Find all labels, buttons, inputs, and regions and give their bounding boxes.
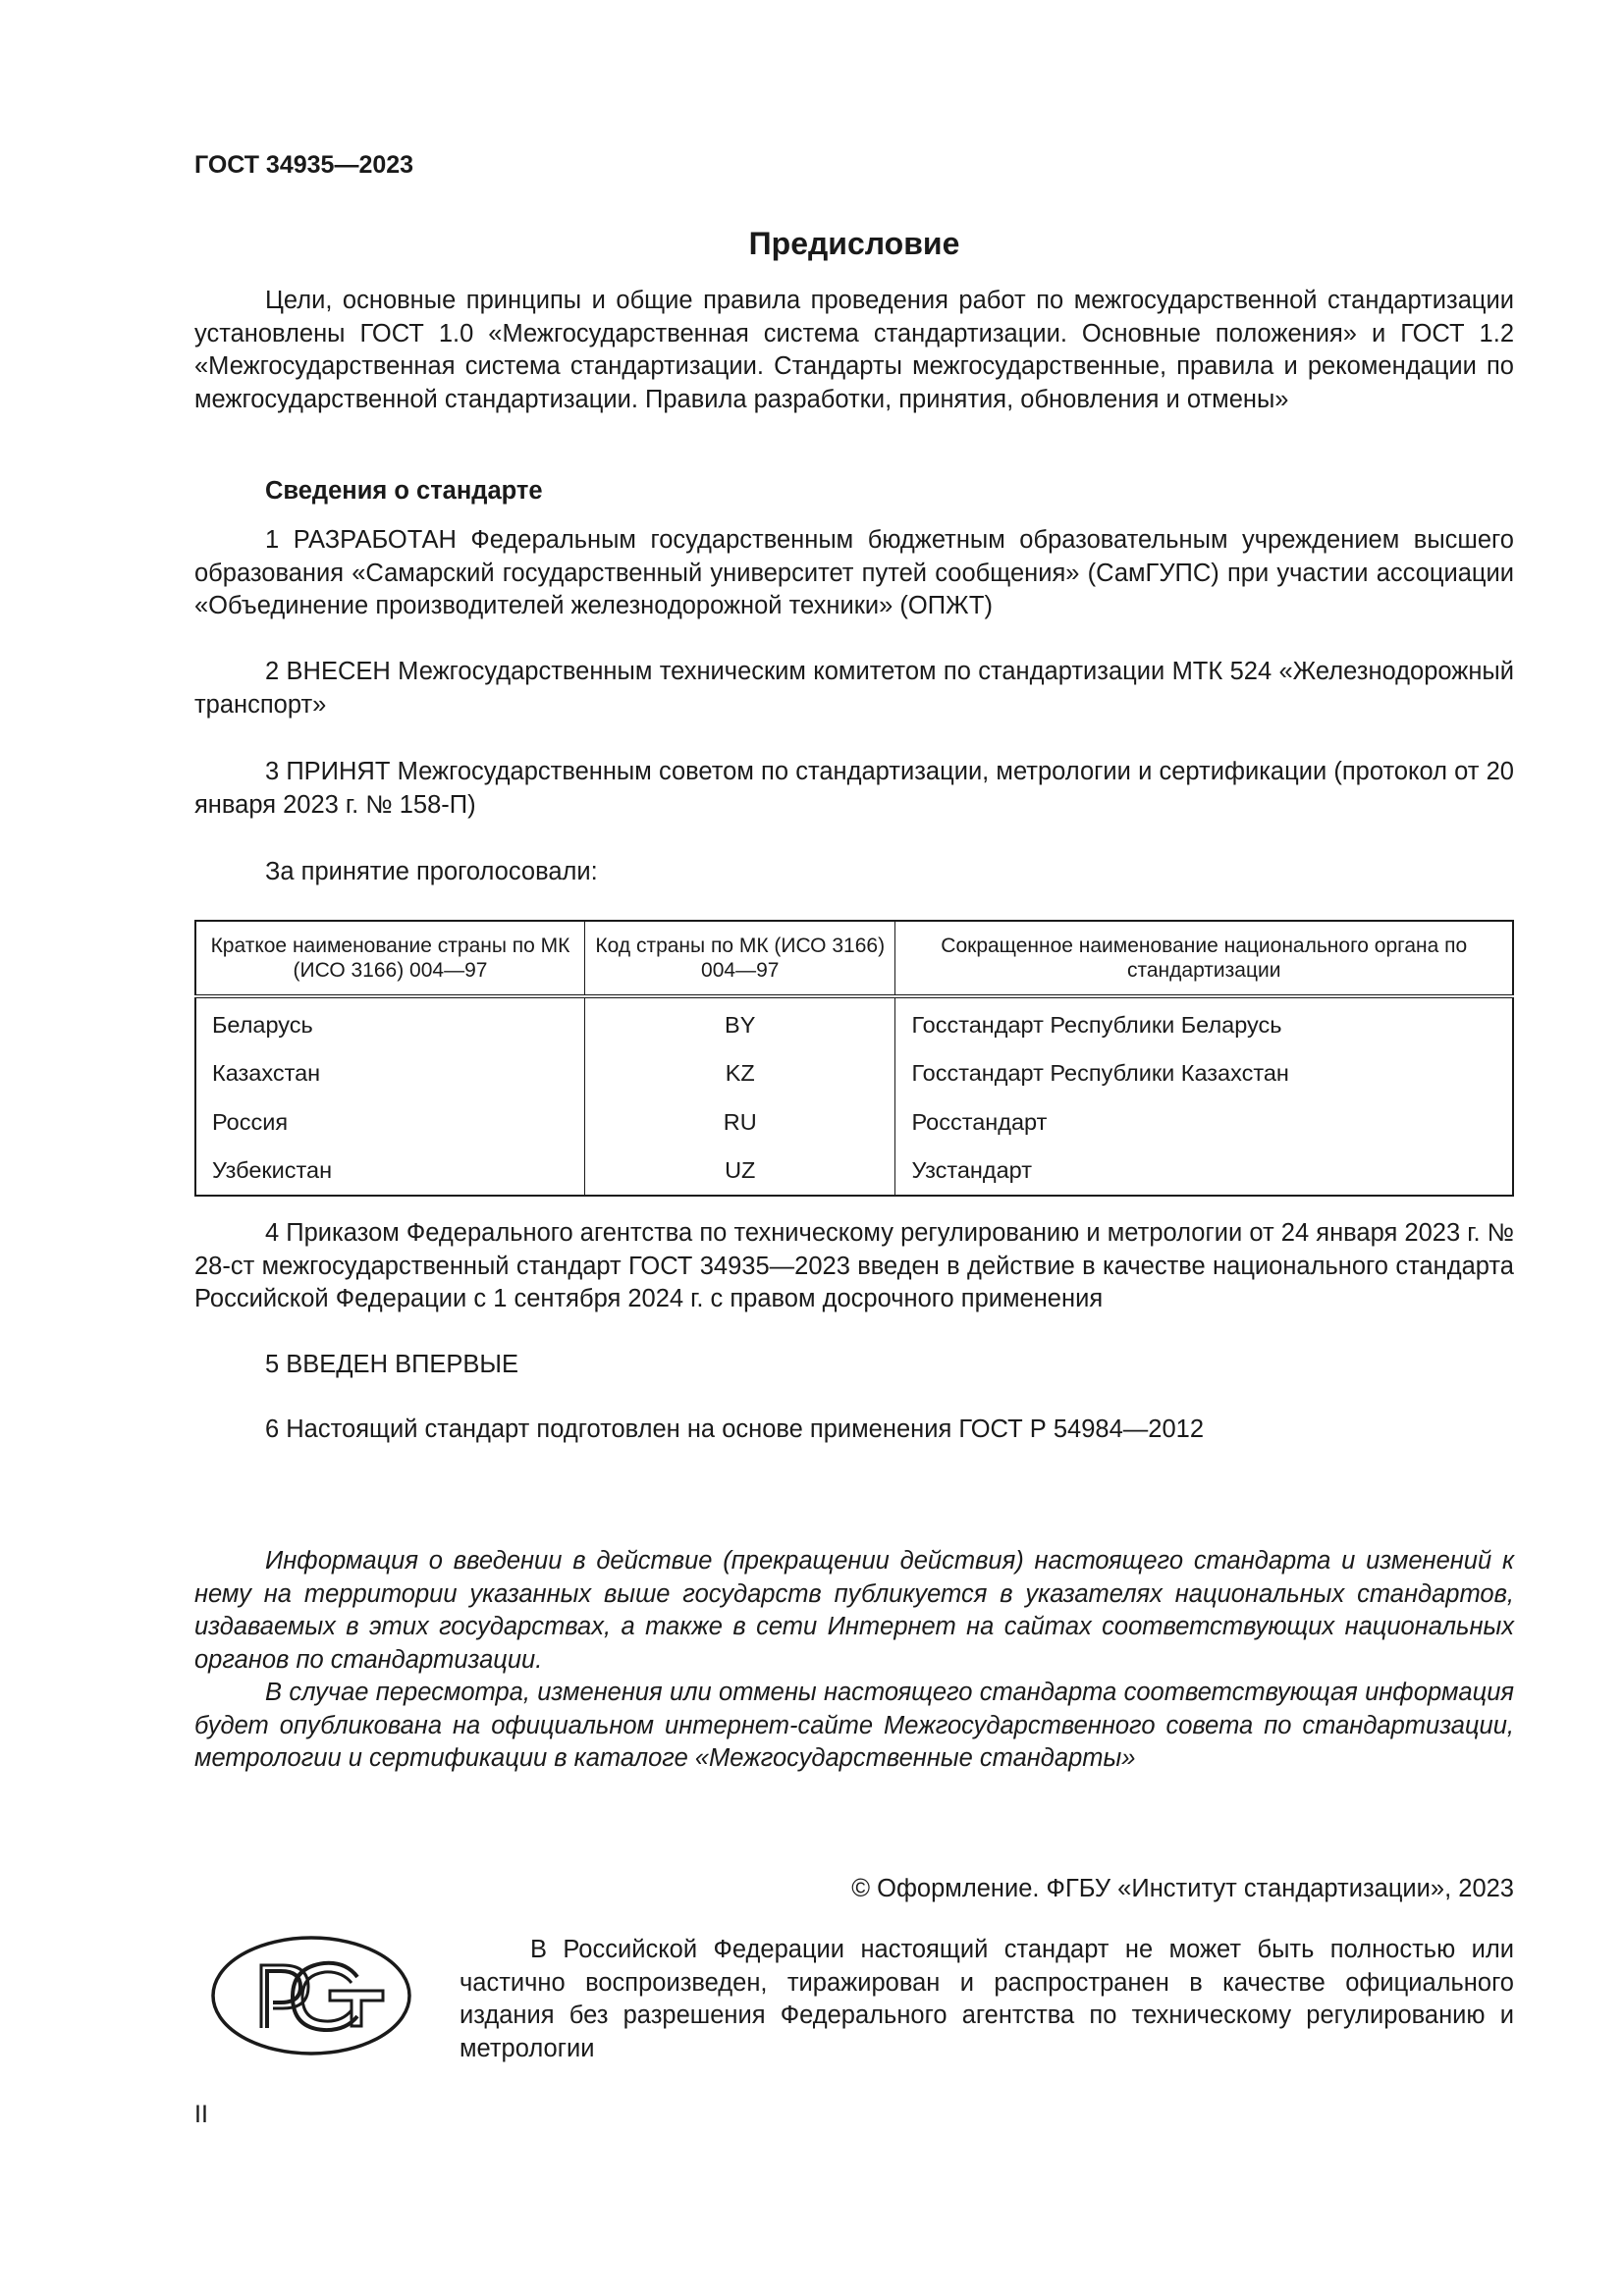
body-cell: Госстандарт Республики Беларусь — [911, 1011, 1282, 1038]
page-number: II — [194, 2101, 208, 2128]
country-cell: Узбекистан — [195, 1147, 584, 1197]
table-row — [195, 1147, 1513, 1197]
pst-certification-mark-icon — [210, 1934, 412, 2057]
copyright-line: © Оформление. ФГБУ «Институт стандартизации», 2023 — [851, 1875, 1514, 1902]
reproduction-notice: В Российской Федерации настоящий стандарт не может быть полностью или частично воспроизведен, тиражирован и распространен в качестве официального издания без разрешения Федерального агентства по техническому регулированию и метрологии — [460, 1936, 1514, 2062]
code-cell: RU — [584, 1097, 895, 1147]
document-id-header: ГОСТ 34935—2023 — [194, 151, 414, 179]
item-5-first-introduced: 5 ВВЕДЕН ВПЕРВЫЕ — [265, 1351, 519, 1378]
item-1-developed: 1 РАЗРАБОТАН Федеральным государственным бюджетным образовательным учреждением высшего образования «Самарский государственный университет путей сообщения» (СамГУПС) при участии ассоциации «Объединение производителей железнодорожной техники» (ОПЖТ) — [194, 526, 1514, 619]
intro-paragraph: Цели, основные принципы и общие правила проведения работ по межгосударственной стандартизации установлены ГОСТ 1.0 «Межгосударственная система стандартизации. Основные положения» и ГОСТ 1.2 «Межгосударственная система стандартизации. Стандарты межгосударственные, правила и рекомендации по межгосударственной стандартизации. Правила разработки, принятия, обновления и отмены» — [194, 287, 1514, 413]
table-row — [195, 1097, 1513, 1147]
header-country: Краткое наименование страны по МК (ИСО 3166) 004—97 — [195, 921, 584, 996]
country-cell: Россия — [195, 1097, 584, 1147]
voting-table — [194, 920, 1514, 1197]
notice-paragraph-1: Информация о введении в действие (прекращении действия) настоящего стандарта и изменений к нему на территории указанных выше государств публикуется в указателях национальных стандартов, издаваемых в этих государствах, а также в сети Интернет на сайтах соответствующих национальных органов по стандартизации. — [194, 1547, 1514, 1674]
vote-intro: За принятие проголосовали: — [265, 858, 598, 885]
info-heading: Сведения о стандарте — [265, 477, 543, 505]
table-header-row — [195, 921, 1513, 996]
code-cell: UZ — [584, 1147, 895, 1197]
body-cell: Узстандарт — [911, 1157, 1032, 1184]
header-code: Код страны по МК (ИСО 3166) 004—97 — [584, 921, 895, 996]
table-row — [195, 1049, 1513, 1098]
item-6-basis: 6 Настоящий стандарт подготовлен на основе применения ГОСТ Р 54984—2012 — [265, 1415, 1205, 1443]
item-3-adopted: 3 ПРИНЯТ Межгосударственным советом по стандартизации, метрологии и сертификации (протокол от 20 января 2023 г. № 158-П) — [194, 758, 1514, 819]
code-cell: BY — [584, 996, 895, 1049]
notice-paragraph-2: В случае пересмотра, изменения или отмены настоящего стандарта соответствующая информация будет опубликована на официальном интернет-сайте Межгосударственного совета по стандартизации, метрологии и сертификации в каталоге «Межгосударственные стандарты» — [194, 1679, 1514, 1772]
item-4-order: 4 Приказом Федерального агентства по техническому регулированию и метрологии от 24 января 2023 г. № 28-ст межгосударственный стандарт ГОСТ 34935—2023 введен в действие в качестве национального стандарта Российской Федерации с 1 сентября 2024 г. с правом досрочного применения — [194, 1219, 1514, 1312]
body-cell: Госстандарт Республики Казахстан — [911, 1060, 1289, 1087]
item-2-submitted: 2 ВНЕСЕН Межгосударственным техническим комитетом по стандартизации МТК 524 «Железнодорожный транспорт» — [194, 658, 1514, 719]
page-title: Предисловие — [748, 226, 960, 261]
country-cell: Казахстан — [195, 1049, 584, 1098]
code-cell: KZ — [584, 1049, 895, 1098]
body-cell: Росстандарт — [911, 1108, 1048, 1135]
country-cell: Беларусь — [195, 996, 584, 1049]
table-row — [195, 996, 1513, 1049]
header-body: Сокращенное наименование национального органа по стандартизации — [895, 921, 1513, 996]
